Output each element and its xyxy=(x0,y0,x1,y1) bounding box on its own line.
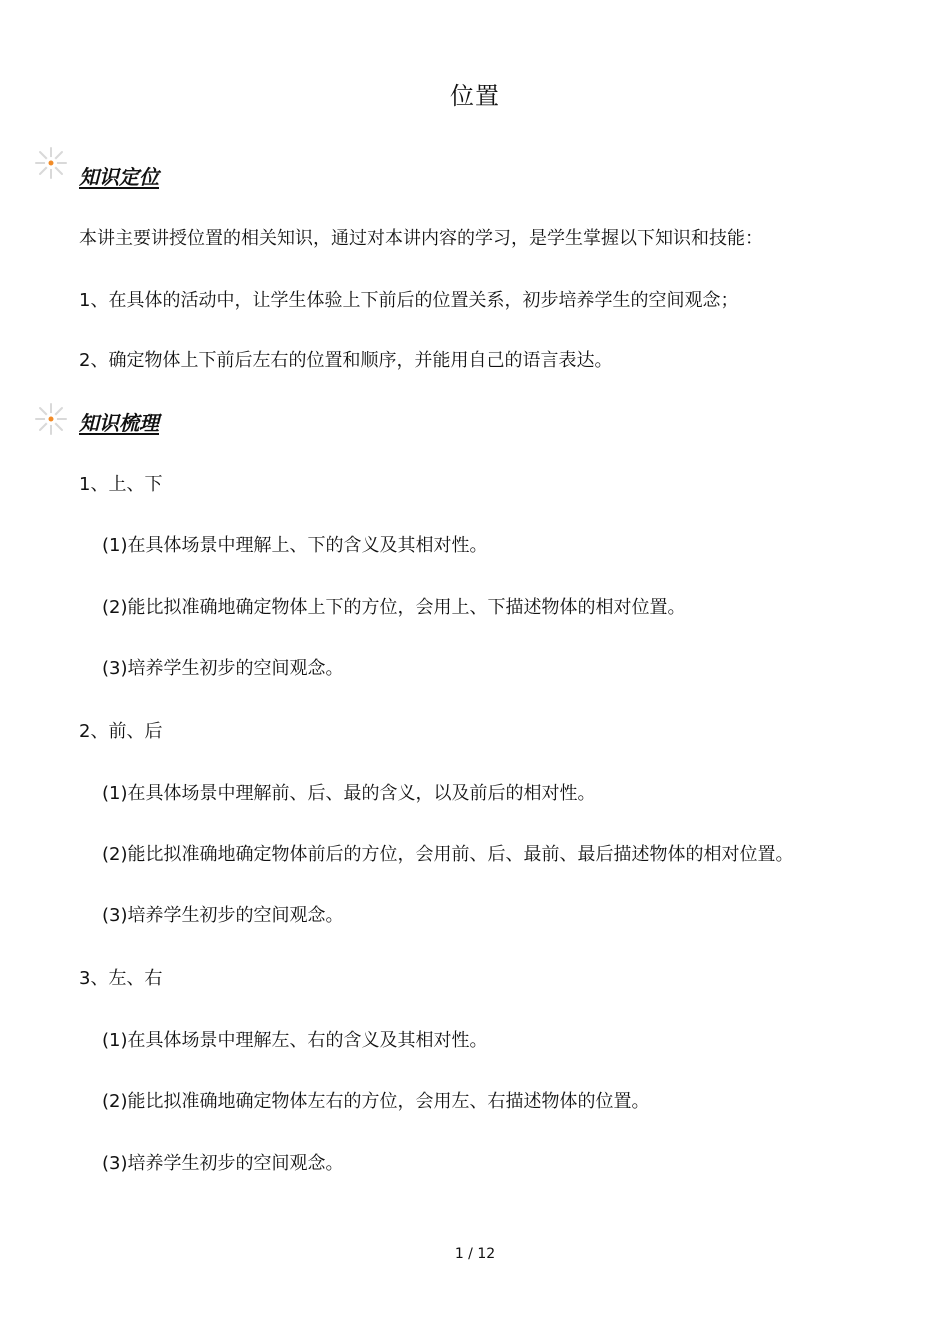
list-subitem: (2)能比拟准确地确定物体左右的方位，会用左、右描述物体的位置。 xyxy=(102,1091,650,1112)
list-subitem: (3)培养学生初步的空间观念。 xyxy=(102,658,344,679)
list-subitem: (1)在具体场景中理解左、右的含义及其相对性。 xyxy=(102,1030,488,1051)
page-number: 1 / 12 xyxy=(454,1246,496,1262)
page-title: 位置 xyxy=(450,82,500,110)
list-subitem: (1)在具体场景中理解上、下的含义及其相对性。 xyxy=(102,535,488,556)
list-subitem: (3)培养学生初步的空间观念。 xyxy=(102,1153,344,1174)
list-subitem: (3)培养学生初步的空间观念。 xyxy=(102,905,344,926)
list-item-label: 3、左、右 xyxy=(79,968,163,989)
section-heading-knowledge-positioning: 知识定位 xyxy=(79,165,159,189)
list-item-label: 2、前、后 xyxy=(79,721,163,742)
list-subitem: (2)能比拟准确地确定物体上下的方位，会用上、下描述物体的相对位置。 xyxy=(102,597,686,618)
sparkle-star-icon xyxy=(34,402,68,436)
list-subitem: (1)在具体场景中理解前、后、最的含义，以及前后的相对性。 xyxy=(102,783,596,804)
paragraph-objective-1: 1、在具体的活动中，让学生体验上下前后的位置关系，初步培养学生的空间观念； xyxy=(79,290,739,311)
list-item-label: 1、上、下 xyxy=(79,474,163,495)
paragraph-intro: 本讲主要讲授位置的相关知识，通过对本讲内容的学习，是学生掌握以下知识和技能： xyxy=(79,228,763,249)
sparkle-star-icon xyxy=(34,146,68,180)
paragraph-objective-2: 2、确定物体上下前后左右的位置和顺序，并能用自己的语言表达。 xyxy=(79,350,613,371)
list-subitem: (2)能比拟准确地确定物体前后的方位，会用前、后、最前、最后描述物体的相对位置。 xyxy=(102,844,794,865)
section-heading-knowledge-review: 知识梳理 xyxy=(79,411,159,435)
